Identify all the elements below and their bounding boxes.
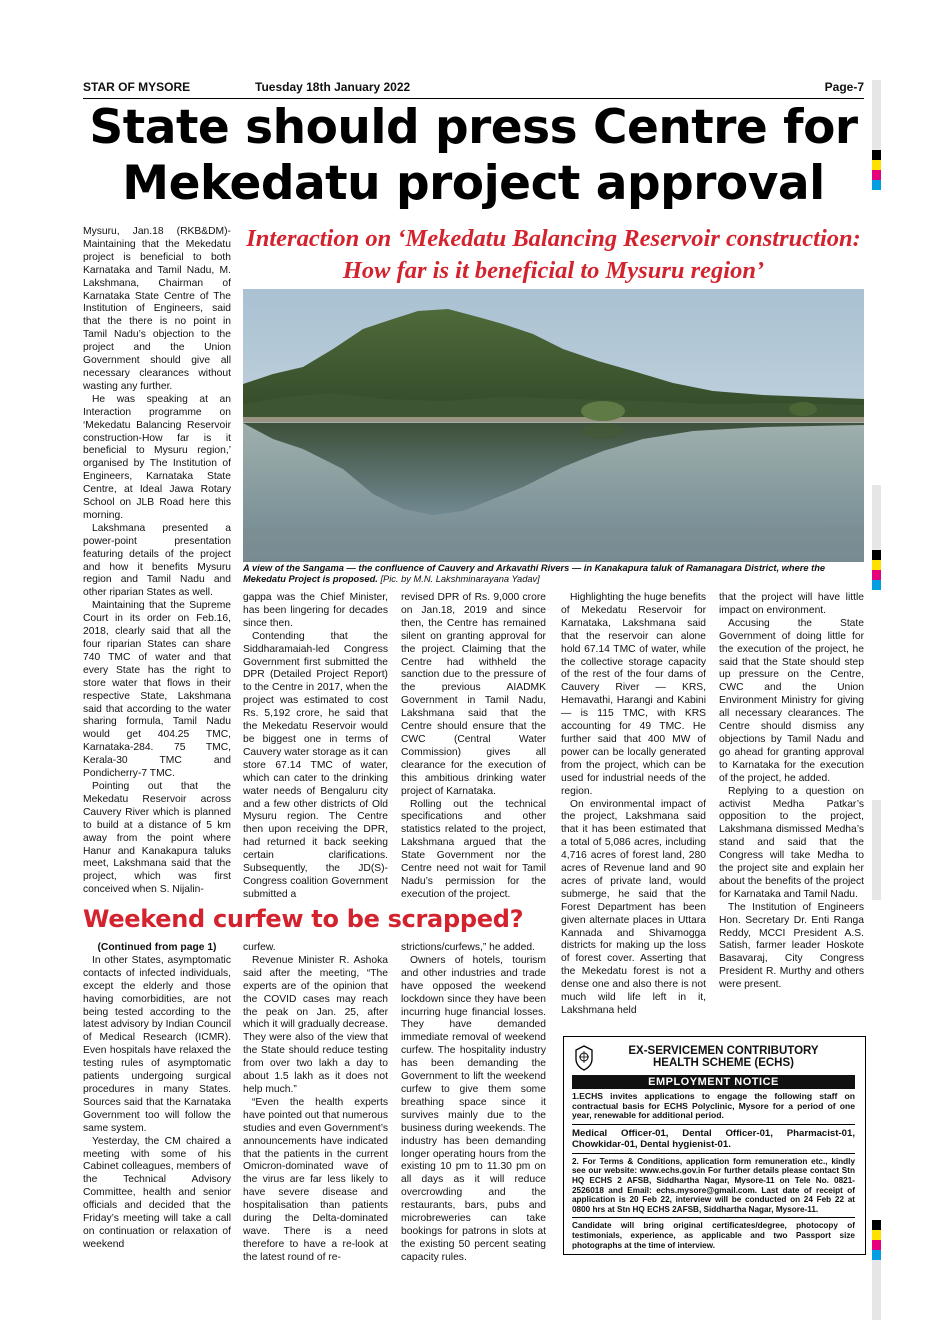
article-column-2: [243, 592, 388, 902]
paragraph: Replying to a question on activist Medha Patkar’s opposition to the project, Lakshmana dismissed Medha’s stand and said that the Congress will take Medha to the project site and explain her about the benefits of the project for Karnataka and Tamil Nadu.: [719, 785, 864, 900]
paragraph: He was speaking at an Interaction programme on ‘Mekedatu Balancing Reservoir construction-How far is it beneficial to Mysuru region,’ organised by The Institution of Engineers, Karnataka State Centre, at Ideal Jawa Rotary School on JLB Road here this morning.: [83, 393, 231, 521]
ad-item-2: 2. For Terms & Conditions, application form remuneration etc., kindly see our website: www.echs.gov.in For further details please contact Stn HQ ECHS 2 AFSB, Siddhartha Nagar, Mysore-11 on Tele No. 0821-2526018 and Email: echs.mysore@gmail.com. Last date of receipt of application is 20 Feb 22, interview will be conducted on 24 Feb 22 at 0800 hrs at Stn HQ ECHS 2AFSB, Siddhartha Nagar, Mysore-11.: [572, 1156, 855, 1214]
divider: [572, 1153, 855, 1154]
paragraph: gappa was the Chief Minister, has been lingering for decades since then.: [243, 592, 388, 629]
curfew-headline: Weekend curfew to be scrapped?: [83, 905, 524, 933]
paragraph: In other States, asymptomatic contacts of infected individuals, except the elderly and those having comorbidities, are not being tested according to the latest advisory by Indian Council of Medical Research (ICMR). Even hospitals have relaxed the testing rules of asymptomatic patients undergoing surgical procedures in many States. Sources said that the Karnataka Government too will follow the same system.: [83, 954, 231, 1134]
registration-black: [872, 150, 881, 160]
article-subheadline: [243, 223, 864, 287]
ad-item-1-text: 1.ECHS invites applications to engage the following staff on contractual basis for ECHS Polyclinic, Mysore for a period of one year, renewable for additional period.: [572, 1091, 855, 1121]
paper-name: STAR OF MYSORE: [83, 80, 191, 94]
registration-strip: [872, 1260, 881, 1320]
continued-note: (Continued from page 1): [97, 942, 217, 953]
registration-strip: [872, 80, 881, 150]
curfew-column-3: [401, 942, 546, 1265]
paragraph: Owners of hotels, tourism and other industries and trade have opposed the weekend lockdown since they have been incurring huge financial losses. They have demanded immediate removal of weekend curfew. The hospitality industry has been demanding the Government to lift the weekend curfew to give them some breathing space since it survives mainly due to the business during weekends. The industry has been demanding longer operating hours from the existing 10 pm to 11.30 pm on all days as it will reduce overcrowding and the restaurants, bars, pubs and microbreweries can take bookings for patrons in slots at the existing 50 percent seating capacity rules.: [401, 954, 546, 1263]
paragraph: strictions/curfews,” he added.: [401, 942, 535, 953]
registration-black: [872, 550, 881, 560]
paragraph: Contending that the Siddharamaiah-led Congress Government first submitted the DPR (Detailed Project Report) to the Centre in 2017, when the project was estimated to cost Rs. 5,192 crore, he said that the Mekedatu Reservoir would be biggest one in terms of Cauvery water storage as it can store 67.14 TMC of water, which can cater to the drinking water needs of Bengaluru city and a few other districts of Old Mysuru region. The Centre then upon receiving the DPR, had returned it back seeking certain clarifications. Subsequently, the JD(S)-Congress coalition Government submitted a: [243, 630, 388, 900]
article-headline: [83, 100, 864, 212]
caption-credit: [Pic. by M.N. Lakshminarayana Yadav]: [380, 574, 540, 585]
subhead-line-2: How far is it beneficial to Mysuru region’: [342, 257, 765, 284]
paragraph: curfew.: [243, 942, 276, 953]
registration-yellow: [872, 160, 881, 170]
paragraph: that the project will have little impact on environment.: [719, 592, 864, 616]
registration-black: [872, 1220, 881, 1230]
registration-magenta: [872, 1240, 881, 1250]
ad-title-line-2: HEALTH SCHEME (ECHS): [653, 1057, 794, 1069]
caption-text: A view of the Sangama — the confluence of Cauvery and Arkavathi Rivers — in Kanakapura taluk of Ramanagara District, where the Mekedatu Project is proposed.: [243, 563, 826, 585]
divider: [572, 1217, 855, 1218]
paragraph: Mysuru, Jan.18 (RKB&DM)-Maintaining that the Mekedatu project is beneficial to both Karnataka and Tamil Nadu, M. Lakshmana, Chairman of Karnataka State Centre of The Institution of Engineers, said that the there is no point in Tamil Nadu’s objection to the project and the Union Government should give all necessary clearances without wasting any further.: [83, 226, 231, 392]
paragraph: revised DPR of Rs. 9,000 crore on Jan.18, 2019 and since then, the Centre has remained silent on granting approval for the project. Claiming that the Centre had withheld the sanction due to the pressure of the previous AIADMK Government in Tamil Nadu, Lakshmana said that the Centre should ensure that the CWC (Central Water Commission) gives all clearance for the execution of this ambitious drinking water project of Karnataka.: [401, 592, 546, 797]
registration-cyan: [872, 1250, 881, 1260]
article-column-4: [561, 592, 706, 1018]
registration-yellow: [872, 560, 881, 570]
registration-cyan: [872, 180, 881, 190]
registration-cyan: [872, 580, 881, 590]
echs-emblem-icon: [574, 1045, 594, 1071]
paragraph: Accusing the State Government of doing little for the execution of the project, he said that the State should step up pressure on the Centre, CWC and the Union Environment Ministry for giving all necessary clearances. The Centre should dismiss any objections by Tamil Nadu and go ahead for granting approval to Karnataka for the execution of the project, he added.: [719, 617, 864, 784]
echs-advertisement: [563, 1036, 866, 1255]
paragraph: Pointing out that the Mekedatu Reservoir across Cauvery River which is planned to build at a distance of 5 km away from the point where Hanur and Kanakapura taluks meet, Lakshmana said that the project, which was first conceived when S. Nijalin-: [83, 780, 231, 896]
paragraph: Lakshmana presented a power-point presentation featuring details of the project and how it benefits Mysuru region and Tamil Nadu and other riparian States as well.: [83, 522, 231, 599]
page-header: [83, 78, 864, 99]
ad-title-line-1: EX-SERVICEMEN CONTRIBUTORY: [628, 1045, 819, 1057]
registration-yellow: [872, 1230, 881, 1240]
subhead-line-1: Interaction on ‘Mekedatu Balancing Reservoir construction:: [246, 225, 861, 252]
divider: [572, 1124, 855, 1125]
page-number: Page-7: [824, 80, 864, 94]
ad-employment-notice: EMPLOYMENT NOTICE: [572, 1075, 855, 1089]
article-photo: [243, 289, 864, 562]
paragraph: “Even the health experts have pointed out that numerous studies and even Government’s announcements have indicated that the patients in the current Omicron-dominated wave of the virus are far less likely to have severe disease and hospitalisation than patients during the Delta-dominated wave. There is a need therefore to have a re-look at the latest round of re-: [243, 1096, 388, 1263]
registration-strip: [872, 800, 881, 900]
ad-posts: Medical Officer-01, Dental Officer-01, Pharmacist-01, Chowkidar-01, Dental hygienist-01.: [572, 1127, 855, 1150]
headline-line-1: State should press Centre for: [89, 100, 858, 155]
ad-item-1: [572, 1092, 855, 1121]
article-column-1: [83, 226, 231, 897]
curfew-column-2: [243, 942, 388, 1265]
river-landscape-image: [243, 289, 864, 562]
registration-magenta: [872, 170, 881, 180]
paragraph: Maintaining that the Supreme Court in its order on Feb.16, 2018, clearly said that all the four riparian States can share 740 TMC of water and that every State has the right to store water that flows in their respective State, Lakshmana said that according to the water sharing formula, Tamil Nadu would get 404.25 TMC, Karnataka-284. 75 TMC, Kerala-30 TMC and Pondicherry-7 TMC.: [83, 600, 231, 780]
photo-caption: [243, 563, 864, 586]
curfew-column-1: [83, 942, 231, 1252]
ad-item-3: Candidate will bring original certificates/degree, photocopy of testimonials, experience, as applicable and two Passport size photographs at the time of interview.: [572, 1221, 855, 1250]
article-column-3: [401, 592, 546, 902]
paragraph: On environmental impact of the project, Lakshmana said that it has been estimated that a total of 5,086 acres, including 4,716 acres of forest land, 280 acres of Revenue land and 90 acres of private land, would submerge, he said that the Forest Department has been given alternate places in Uttara Kannada and Shivamogga districts for making up the loss of forest cover. Asserting that the Mekedatu forest is not a dense one and also there is not much wild life left in it, Lakshmana held: [561, 798, 706, 1016]
registration-magenta: [872, 570, 881, 580]
issue-date: Tuesday 18th January 2022: [255, 80, 411, 94]
registration-strip: [872, 485, 881, 550]
paragraph: Revenue Minister R. Ashoka said after the meeting, “The experts are of the opinion that the COVID cases may reach the peak on Jan. 25, after which it will gradually decrease. They were also of the view that the State should reduce testing from over two lakh a day to about 1.5 lakh as it does not help much.”: [243, 954, 388, 1095]
article-column-5: [719, 592, 864, 992]
headline-line-2: Mekedatu project approval: [122, 156, 825, 211]
paragraph: Highlighting the huge benefits of Mekedatu Reservoir for Karnataka, Lakshmana said that the reservoir can alone hold 67.14 TMC of water, while the collective storage capacity of the rest of the four dams of Cauvery River — KRS, Hemavathi, Harangi and Kabini — is 115 TMC, with KRS accounting for 49 TMC. He further said that 400 MW of power can be locally generated from the project, which can be used for industrial needs of the region.: [561, 592, 706, 797]
paragraph: The Institution of Engineers Hon. Secretary Dr. Enti Ranga Reddy, MCCI President A.S. Satish, farmer leader Hoskote Basavaraj, City Congress President R. Murthy and others were present.: [719, 901, 864, 991]
paragraph: Yesterday, the CM chaired a meeting with some of his Cabinet colleagues, members of the Technical Advisory Committee, health and senior officials and decided that the Friday’s meeting will take a call on continuation or relaxation of weekend: [83, 1135, 231, 1250]
paragraph: Rolling out the technical specifications and other statistics related to the project, Lakshmana argued that the State Government nor the Centre need not wait for Tamil Nadu’s permission for the execution of the project.: [401, 798, 546, 900]
